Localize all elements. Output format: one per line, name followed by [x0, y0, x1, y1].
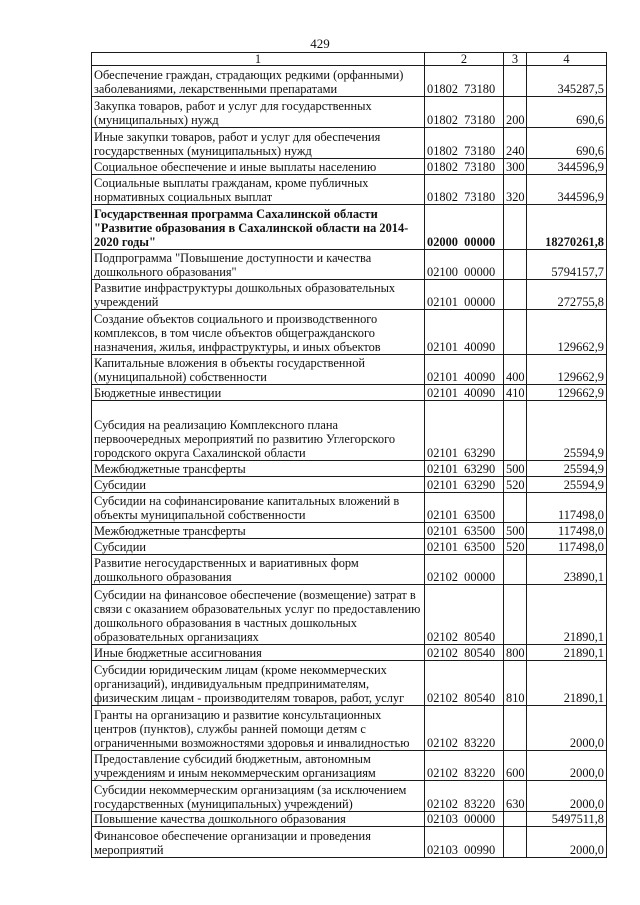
row-code: 02102 83220 — [425, 781, 504, 812]
row-amount: 129662,9 — [527, 310, 607, 355]
row-name: Субсидии некоммерческим организациям (за исключением государственных (муниципальных) учреждений) — [92, 781, 425, 812]
row-code: 02102 83220 — [425, 706, 504, 751]
row-code: 02102 80540 — [425, 661, 504, 706]
column-header-4: 4 — [527, 53, 607, 66]
row-code: 01802 73180 — [425, 175, 504, 205]
row-code: 02103 00000 — [425, 812, 504, 827]
row-amount: 690,6 — [527, 97, 607, 128]
row-name: Предоставление субсидий бюджетным, автономным учреждениям и иным некоммерческим организациям — [92, 751, 425, 781]
table-row — [92, 645, 607, 661]
row-expense-type — [504, 493, 527, 523]
row-name: Межбюджетные трансферты — [92, 461, 425, 477]
row-amount: 25594,9 — [527, 477, 607, 493]
row-name: Финансовое обеспечение организации и проведения мероприятий — [92, 827, 425, 858]
row-code: 02000 00000 — [425, 205, 504, 250]
row-expense-type: 630 — [504, 781, 527, 812]
table-row — [92, 661, 607, 706]
row-expense-type: 500 — [504, 461, 527, 477]
row-name: Подпрограмма "Повышение доступности и качества дошкольного образования" — [92, 250, 425, 280]
row-code: 01802 73180 — [425, 97, 504, 128]
row-amount: 2000,0 — [527, 827, 607, 858]
table-row — [92, 66, 607, 97]
row-expense-type — [504, 706, 527, 751]
row-expense-type: 240 — [504, 128, 527, 159]
row-expense-type — [504, 280, 527, 310]
row-amount: 5497511,8 — [527, 812, 607, 827]
row-amount: 690,6 — [527, 128, 607, 159]
row-amount: 129662,9 — [527, 355, 607, 385]
table-row — [92, 812, 607, 827]
row-name: Субсидии — [92, 539, 425, 555]
table-row — [92, 523, 607, 539]
row-name: Повышение качества дошкольного образования — [92, 812, 425, 827]
row-name: Государственная программа Сахалинской области "Развитие образования в Сахалинской области на 2014-2020 годы" — [92, 205, 425, 250]
table-row — [92, 385, 607, 401]
table-row — [92, 355, 607, 385]
row-expense-type — [504, 205, 527, 250]
table-row — [92, 250, 607, 280]
row-name: Субсидии юридическим лицам (кроме некоммерческих организаций), индивидуальным предпринимателям, физическим лицам - производителям товаров, работ, услуг — [92, 661, 425, 706]
row-code: 02101 63500 — [425, 539, 504, 555]
row-name: Капитальные вложения в объекты государственной (муниципальной) собственности — [92, 355, 425, 385]
row-expense-type: 320 — [504, 175, 527, 205]
row-amount: 21890,1 — [527, 661, 607, 706]
row-amount: 117498,0 — [527, 493, 607, 523]
row-code: 02101 63290 — [425, 461, 504, 477]
row-name: Бюджетные инвестиции — [92, 385, 425, 401]
row-name: Иные закупки товаров, работ и услуг для обеспечения государственных (муниципальных) нужд — [92, 128, 425, 159]
row-expense-type: 400 — [504, 355, 527, 385]
row-code: 02101 63500 — [425, 523, 504, 539]
budget-table — [91, 52, 607, 858]
row-code: 02101 40090 — [425, 310, 504, 355]
row-name: Межбюджетные трансферты — [92, 523, 425, 539]
row-code: 02102 00000 — [425, 555, 504, 585]
row-name: Социальное обеспечение и иные выплаты населению — [92, 159, 425, 175]
row-code: 02101 63500 — [425, 493, 504, 523]
row-amount: 345287,5 — [527, 66, 607, 97]
row-expense-type: 800 — [504, 645, 527, 661]
row-expense-type: 410 — [504, 385, 527, 401]
row-amount: 272755,8 — [527, 280, 607, 310]
page-number: 429 — [310, 36, 330, 51]
row-name: Субсидии на софинансирование капитальных вложений в объекты муниципальной собственности — [92, 493, 425, 523]
row-amount: 2000,0 — [527, 751, 607, 781]
row-code: 02101 63290 — [425, 477, 504, 493]
column-header-2: 2 — [425, 53, 504, 66]
row-code: 01802 73180 — [425, 128, 504, 159]
table-row — [92, 280, 607, 310]
row-expense-type: 300 — [504, 159, 527, 175]
row-expense-type: 520 — [504, 539, 527, 555]
table-row — [92, 493, 607, 523]
row-name: Обеспечение граждан, страдающих редкими (орфанными) заболеваниями, лекарственными препаратами — [92, 66, 425, 97]
table-row — [92, 827, 607, 858]
row-code: 02103 00990 — [425, 827, 504, 858]
row-expense-type: 810 — [504, 661, 527, 706]
table-row — [92, 128, 607, 159]
table-row — [92, 751, 607, 781]
table-header-row — [92, 53, 607, 66]
row-name: Развитие инфраструктуры дошкольных образовательных учреждений — [92, 280, 425, 310]
table-row — [92, 461, 607, 477]
row-expense-type — [504, 401, 527, 461]
row-expense-type: 520 — [504, 477, 527, 493]
table-row — [92, 401, 607, 461]
row-code: 02101 63290 — [425, 401, 504, 461]
table-row — [92, 781, 607, 812]
row-name: Создание объектов социального и производственного комплексов, в том числе объектов общегражданского назначения, жилья, инфраструктуры, и иных объектов — [92, 310, 425, 355]
row-code: 01802 73180 — [425, 159, 504, 175]
table-row — [92, 539, 607, 555]
row-name: Социальные выплаты гражданам, кроме публичных нормативных социальных выплат — [92, 175, 425, 205]
row-amount: 129662,9 — [527, 385, 607, 401]
row-amount: 21890,1 — [527, 645, 607, 661]
row-code: 02102 83220 — [425, 751, 504, 781]
row-expense-type — [504, 585, 527, 645]
row-amount: 21890,1 — [527, 585, 607, 645]
row-amount: 25594,9 — [527, 401, 607, 461]
row-code: 02102 80540 — [425, 645, 504, 661]
row-amount: 2000,0 — [527, 781, 607, 812]
row-expense-type — [504, 555, 527, 585]
column-header-1: 1 — [92, 53, 425, 66]
row-expense-type — [504, 66, 527, 97]
row-amount: 18270261,8 — [527, 205, 607, 250]
row-name: Иные бюджетные ассигнования — [92, 645, 425, 661]
table-row — [92, 159, 607, 175]
table-row — [92, 97, 607, 128]
row-name: Гранты на организацию и развитие консультационных центров (пунктов), службы ранней помощи детям с ограниченными возможностями здоровья и инвалидностью — [92, 706, 425, 751]
row-amount: 117498,0 — [527, 523, 607, 539]
row-amount: 2000,0 — [527, 706, 607, 751]
row-expense-type — [504, 250, 527, 280]
table-row — [92, 175, 607, 205]
row-code: 02101 40090 — [425, 355, 504, 385]
column-header-3: 3 — [504, 53, 527, 66]
row-expense-type — [504, 310, 527, 355]
row-code: 02100 00000 — [425, 250, 504, 280]
row-expense-type — [504, 812, 527, 827]
table-row — [92, 555, 607, 585]
row-expense-type — [504, 827, 527, 858]
row-amount: 344596,9 — [527, 175, 607, 205]
row-expense-type: 500 — [504, 523, 527, 539]
row-code: 02101 40090 — [425, 385, 504, 401]
row-amount: 23890,1 — [527, 555, 607, 585]
table-row — [92, 205, 607, 250]
row-name: Субсидия на реализацию Комплексного плана первоочередных мероприятий по развитию Углегорского городского округа Сахалинской области — [92, 401, 425, 461]
row-expense-type: 600 — [504, 751, 527, 781]
table-row — [92, 706, 607, 751]
row-name: Субсидии на финансовое обеспечение (возмещение) затрат в связи с оказанием образовательных услуг по предоставлению дошкольного образования в частных дошкольных образовательных организациях — [92, 585, 425, 645]
row-amount: 5794157,7 — [527, 250, 607, 280]
row-amount: 344596,9 — [527, 159, 607, 175]
row-code: 01802 73180 — [425, 66, 504, 97]
row-amount: 117498,0 — [527, 539, 607, 555]
row-code: 02102 80540 — [425, 585, 504, 645]
row-expense-type: 200 — [504, 97, 527, 128]
table-row — [92, 310, 607, 355]
row-code: 02101 00000 — [425, 280, 504, 310]
table-row — [92, 585, 607, 645]
row-name: Субсидии — [92, 477, 425, 493]
row-amount: 25594,9 — [527, 461, 607, 477]
row-name: Развитие негосударственных и вариативных форм дошкольного образования — [92, 555, 425, 585]
table-row — [92, 477, 607, 493]
row-name: Закупка товаров, работ и услуг для государственных (муниципальных) нужд — [92, 97, 425, 128]
